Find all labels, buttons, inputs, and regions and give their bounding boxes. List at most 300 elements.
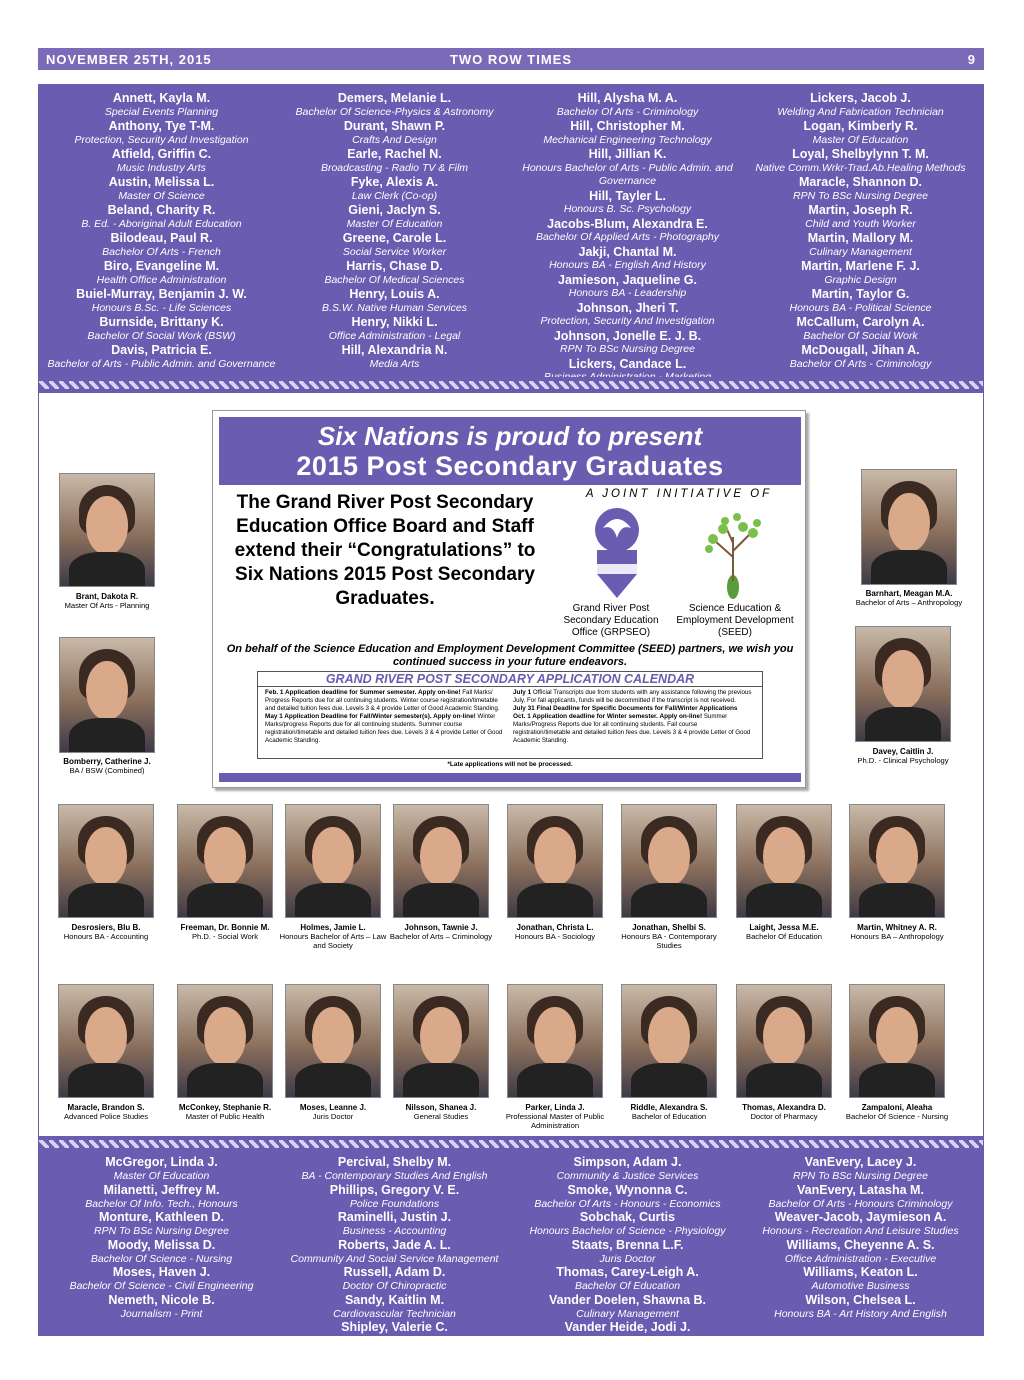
graduate-degree: Business - Accounting (342, 1225, 447, 1237)
graduate-name: Hill, Christopher M. (570, 119, 685, 133)
graduate-entry (511, 1238, 744, 1266)
caption-bomberry (40, 757, 174, 775)
graduate-degree: Law Clerk (Co-op) (351, 189, 438, 202)
graduate-name: Martin, Marlene F. J. (801, 259, 920, 273)
graduate-degree: Juris Doctor (599, 1252, 656, 1265)
graduate-photo (58, 984, 154, 1098)
graduate-photo (507, 804, 603, 918)
graduate-photo (285, 984, 381, 1098)
photo-caption (495, 923, 615, 941)
graduate-entry (511, 1210, 744, 1238)
graduate-name: VanEvery, Latasha M. (797, 1182, 924, 1197)
calendar-item (513, 713, 755, 745)
graduate-entry (744, 1183, 977, 1211)
graduate-name: Jonathan, Shelbi S. (632, 923, 706, 932)
graduate-name: Weaver-Jacob, Jaymieson A. (774, 1210, 947, 1224)
graduate-name: Williams, Cheyenne A. S. (786, 1237, 935, 1252)
graduate-degree: Community & Justice Services (556, 1170, 699, 1182)
graduate-entry (278, 1293, 511, 1321)
graduate-name: Davey, Caitlin J. (872, 747, 934, 756)
graduate-name: Johnson, Jonelle E. J. B. (553, 328, 702, 343)
graduate-entry (511, 1183, 744, 1211)
issue-date: NOVEMBER 25TH, 2015 (46, 51, 212, 67)
graduate-name: Martin, Taylor G. (811, 287, 910, 301)
graduate-degree: Honours BA - Art History And English (774, 1307, 947, 1320)
graduate-name: Lickers, Candace L. (568, 356, 687, 371)
calendar-item-text: Winter Marks/progress Reports due for all continuing students. Summer course registration/timetable and detailed tuition fees due. Levels 3 & 4 provide Letter of Good Academic Standing. (265, 713, 503, 744)
graduate-entry (278, 231, 511, 259)
photo-caption (609, 1103, 729, 1121)
photo-bomberry (59, 637, 155, 753)
calendar-item (513, 689, 755, 705)
graduate-degree: Child and Youth Worker (805, 217, 916, 230)
ad-message: The Grand River Post Secondary Education Office Board and Staff extend their “Congratulations” to Six Nations 2015 Post Secondary Graduates. (234, 492, 536, 609)
graduate-degree: RPN To BSc Nursing Degree (792, 1170, 928, 1182)
graduate-degree: Automotive Business (811, 1280, 910, 1292)
photo-caption (381, 1103, 501, 1121)
graduate-name: Roberts, Jade A. L. (338, 1237, 451, 1252)
graduate-entry (744, 147, 977, 175)
graduate-degree: Bachelor Of Education (574, 1280, 681, 1292)
graduate-degree: Native Child And Family Services (550, 1335, 705, 1347)
graduate-entry (45, 231, 278, 259)
behalf-message: On behalf of the Science Education and Employment Development Committee (SEED) partners, we wish you continued success in your future endeavors. (226, 643, 794, 668)
graduate-entry (278, 147, 511, 175)
graduate-name: Hill, Alysha M. A. (577, 91, 678, 105)
calendar-item-heading: July 1 (513, 689, 532, 696)
graduate-name: Maracle, Brandon S. (67, 1103, 145, 1112)
graduate-name: Demers, Melanie L. (337, 91, 452, 105)
graduate-name: Greene, Carole L. (342, 231, 447, 245)
graduate-degree: Honours BA - Sociology (514, 932, 596, 941)
calendar-item-text: Summer Marks/Progress Reports due for all continuing students. Fall course registration/timetable and detailed tuition fees due. Levels 3 & 4 provide Letter of Good Academic Standing. (513, 713, 751, 744)
graduate-name: Martin, Joseph R. (808, 203, 913, 217)
graduate-photo (507, 984, 603, 1098)
names-column (744, 91, 977, 377)
photo-barnhart (861, 469, 957, 585)
names-column (511, 1155, 744, 1347)
graduate-name: Bomberry, Catherine J. (63, 757, 151, 766)
graduate-degree: Master Of Science (118, 189, 205, 202)
graduate-degree: Cardiovascular Technician (333, 1307, 456, 1320)
graduate-name: Durant, Shawn P. (343, 119, 446, 133)
graduate-entry (278, 1183, 511, 1211)
graduate-name: Shipley, Valerie C. (341, 1320, 448, 1334)
photo-caption (165, 1103, 285, 1121)
caption-brant (40, 592, 174, 610)
graduate-entry (278, 343, 511, 371)
graduate-entry (278, 91, 511, 119)
graduate-entry (45, 287, 278, 315)
graduate-entry (511, 1155, 744, 1183)
graduate-name: Desrosiers, Blu B. (71, 923, 141, 932)
caption-davey (836, 747, 970, 765)
graduate-degree: BA - Contemporary Studies And English (301, 1170, 488, 1182)
graduate-entry (511, 91, 744, 119)
graduate-photo (736, 804, 832, 918)
ad-title-line2: 2015 Post Secondary Graduates (296, 451, 724, 481)
graduate-name: Thomas, Carey-Leigh A. (556, 1265, 699, 1279)
graduate-entry (744, 203, 977, 231)
graduate-entry (278, 1265, 511, 1293)
graduate-entry (45, 1210, 278, 1238)
graduate-degree: Media Arts (369, 357, 420, 370)
graduate-entry (511, 1265, 744, 1293)
graduate-name: Martin, Mallory M. (807, 231, 914, 245)
graduate-name: Logan, Kimberly R. (803, 119, 918, 133)
graduate-entry (278, 287, 511, 315)
graduate-entry (278, 1238, 511, 1266)
graduate-name: Russell, Adam D. (343, 1265, 446, 1279)
graduate-photo (621, 984, 717, 1098)
late-applications-note: *Late applications will not be processed. (447, 761, 573, 768)
graduate-degree: Journalism - Print (120, 1307, 203, 1320)
congratulations-ad (212, 410, 806, 788)
graduate-entry (45, 259, 278, 287)
graduate-name: Gieni, Jaclyn S. (348, 203, 441, 217)
graduate-name: Jonathan, Christa L. (516, 923, 594, 932)
calendar-item-heading: May 1 Application Deadline for Fall/Winter semester(s). Apply on-line! (265, 713, 476, 720)
graduate-degree: General Studies (413, 1112, 469, 1121)
calendar-right-column (510, 689, 758, 745)
graduate-name: McConkey, Stephanie R. (178, 1103, 272, 1112)
graduate-photo (393, 984, 489, 1098)
photo-davey (855, 626, 951, 742)
graduate-degree: Bachelor of Arts – Anthropology (855, 598, 963, 607)
graduate-name: Hill, Jillian K. (588, 147, 667, 161)
graduate-name: Harris, Chase D. (346, 259, 443, 273)
graduate-photo (736, 984, 832, 1098)
graduate-entry (511, 273, 744, 301)
graduate-degree: Honours B.Sc. - Life Sciences (91, 301, 232, 314)
graduate-degree: Master of Public Health (185, 1112, 265, 1121)
graduate-degree: Doctor of Pharmacy (750, 1112, 818, 1121)
page-number: 9 (967, 51, 976, 67)
photo-caption (273, 923, 393, 950)
graduate-degree: Doctor Of Chiropractic (342, 1280, 447, 1292)
graduate-photo (393, 804, 489, 918)
graduate-degree: Special Events Planning (104, 105, 219, 118)
graduate-name: Phillips, Gregory V. E. (329, 1182, 460, 1197)
graduate-entry (278, 1155, 511, 1183)
graduate-name: Moody, Melissa D. (107, 1237, 216, 1252)
names-column (45, 91, 278, 377)
names-column (278, 1155, 511, 1347)
graduate-entry (511, 1293, 744, 1321)
graduate-entry (278, 175, 511, 203)
graduate-name: Austin, Melissa L. (108, 175, 215, 189)
graduate-entry (744, 259, 977, 287)
graduate-entry (278, 315, 511, 343)
graduate-name: Loyal, Shelbylynn T. M. (792, 147, 929, 161)
calendar-item-heading: July 31 Final Deadline for Specific Documents for Fall/Winter Applications (513, 705, 738, 712)
graduate-degree: Community And Social Service Management (290, 1252, 499, 1265)
photo-caption (495, 1103, 615, 1130)
graduate-entry (744, 343, 977, 371)
graduate-degree: Advanced Police Studies (63, 1112, 148, 1121)
graduate-name: Johnson, Tawnie J. (404, 923, 478, 932)
ad-footer-bar (219, 773, 801, 782)
graduate-degree: Bachelor Of Education (746, 932, 822, 941)
graduate-name: Jamieson, Jaqueline G. (558, 272, 697, 287)
graduate-degree: Culinary Management (576, 1307, 679, 1320)
graduate-entry (45, 1155, 278, 1183)
graduate-degree: Master Of Arts - Planning (64, 601, 150, 610)
graduate-degree: Welding And Fabrication Technician (777, 105, 944, 118)
graduate-degree: Honours Bachelor of Science - Physiology (529, 1225, 726, 1237)
graduate-name: Jakji, Chantal M. (578, 244, 677, 259)
graduate-name: Davis, Patricia E. (111, 343, 212, 357)
graduate-degree: Protection, Security And Investigation (74, 133, 249, 146)
graduate-entry (511, 301, 744, 329)
graduate-degree: Bachelor Of Arts - French (102, 245, 221, 258)
ad-title-line1: Six Nations is proud to present (317, 421, 703, 451)
graduate-photo (621, 804, 717, 918)
graduate-photo (849, 804, 945, 918)
graduate-name: Atfield, Griffin C. (111, 147, 212, 161)
graduate-degree: Master Of Education (113, 1170, 210, 1182)
graduate-name: Sobchak, Curtis (579, 1210, 676, 1224)
graduate-degree: Honours BA - Accounting (63, 932, 149, 941)
graduate-degree: Graphic Design (824, 273, 897, 286)
graduate-degree: Honours Bachelor of Arts - Public Admin. and Governance (522, 161, 733, 187)
graduate-entry (744, 119, 977, 147)
graduate-name: Riddle, Alexandra S. (630, 1103, 708, 1112)
graduate-degree: RPN To BSc Nursing Degree (792, 189, 928, 202)
graduate-entry (45, 1265, 278, 1293)
photo-brant (59, 473, 155, 587)
calendar-item (513, 705, 755, 713)
photo-caption (724, 1103, 844, 1121)
graduate-degree: Health Office Administration (96, 273, 227, 286)
graduate-degree: Music Industry Arts (117, 161, 206, 174)
graduate-degree: RPN To BSc Nursing Degree (93, 1225, 229, 1237)
graduate-entry (45, 1238, 278, 1266)
graduate-name: VanEvery, Lacey J. (804, 1155, 917, 1169)
graduate-name: Burnside, Brittany K. (99, 315, 224, 329)
graduate-degree: Bachelor Of Arts - Criminology (556, 105, 699, 118)
graduate-entry (511, 147, 744, 189)
names-column (511, 91, 744, 377)
graduate-photo (849, 984, 945, 1098)
graduate-name: Sandy, Kaitlin M. (344, 1292, 445, 1307)
photo-caption (837, 923, 957, 941)
graduate-entry (744, 1265, 977, 1293)
graduate-entry (278, 119, 511, 147)
graduate-photo (177, 984, 273, 1098)
calendar-title: GRAND RIVER POST SECONDARY APPLICATION CALENDAR (258, 672, 762, 687)
graduate-entry (511, 1320, 744, 1348)
graduate-entry (511, 329, 744, 357)
graduate-names-top (39, 85, 983, 377)
graduate-photo (177, 804, 273, 918)
graduate-degree: Ph.D. - Social Work (191, 932, 259, 941)
seed-label: Science Education & Employment Development (SEED) (676, 603, 794, 638)
photo-caption (46, 1103, 166, 1121)
graduate-name: Barnhart, Meagan M.A. (865, 589, 953, 598)
graduate-name: McGregor, Linda J. (105, 1155, 218, 1169)
graduate-name: Nilsson, Shanea J. (405, 1103, 477, 1112)
graduate-name: Williams, Keaton L. (803, 1265, 918, 1279)
graduate-degree: Bachelor Of Social Work (BSW) (87, 329, 236, 342)
graduate-name: Staats, Brenna L.F. (571, 1237, 684, 1252)
graduate-degree: Bachelor Of Arts - Criminology (789, 357, 932, 370)
graduate-degree: Bachelor of Arts - Public Admin. and Governance (47, 357, 276, 370)
graduate-degree: Mechanical Engineering Technology (543, 133, 712, 146)
graduate-name: Laight, Jessa M.E. (749, 923, 819, 932)
application-calendar (257, 671, 763, 759)
graduate-photo (58, 804, 154, 918)
graduate-entry (45, 91, 278, 119)
graduate-degree: Protection, Security And Investigation (540, 315, 715, 327)
graduate-name: McDougall, Jihan A. (801, 343, 920, 357)
graduate-entry (744, 287, 977, 315)
graduate-name: Fyke, Alexis A. (350, 175, 439, 189)
graduate-degree: Honours B. Sc. Psychology (563, 203, 692, 215)
graduate-degree: Bachelor Of Applied Arts - Photography (535, 231, 720, 243)
graduate-name: Earle, Rachel N. (347, 147, 442, 161)
graduate-degree: Bachelor Of Info. Tech., Honours (85, 1197, 238, 1210)
graduate-degree: Professional Master of Public Administration (505, 1112, 605, 1130)
graduate-name: Martin, Whitney A. R. (857, 923, 937, 932)
graduate-entry (278, 203, 511, 231)
page-header (38, 48, 984, 70)
graduate-entry (744, 315, 977, 343)
graduate-entry (45, 147, 278, 175)
joint-initiative-label: A JOINT INITIATIVE OF (585, 488, 773, 500)
graduate-entry (511, 245, 744, 273)
decorative-border-bottom (39, 1136, 983, 1152)
publication-title: TWO ROW TIMES (449, 51, 573, 67)
calendar-item-text: Fall Marks/ Progress Reports due for all continuing students. Winter course registration/timetable and detailed tuition fees due. Levels 3 & 4 provide Letter of Good Academic Standing. (265, 689, 500, 712)
graduate-entry (278, 1320, 511, 1348)
graduate-entry (511, 189, 744, 217)
graduate-name: Thomas, Alexandra D. (742, 1103, 826, 1112)
graduate-degree: Police Foundations (349, 1197, 440, 1210)
graduate-degree: Honours BA – Anthropology (850, 932, 944, 941)
ad-title-banner (219, 417, 801, 485)
graduate-name: Vander Heide, Jodi J. (564, 1320, 691, 1334)
graduate-entry (744, 1155, 977, 1183)
graduate-degree: Honours - Recreation And Leisure Studies (762, 1225, 959, 1237)
graduate-name: Hill, Tayler L. (589, 188, 666, 203)
graduate-degree: Bachelor Of Social Work (803, 329, 918, 342)
graduate-degree: Bachelor Of Arts - Honours Criminology (768, 1197, 953, 1210)
graduate-degree: Bachelor of Education (631, 1112, 707, 1121)
graduate-degree: Juris Doctor (312, 1112, 354, 1121)
graduate-degree: Bachelor Of Medical Sciences (324, 273, 465, 286)
graduate-name: Raminelli, Justin J. (337, 1210, 452, 1224)
graduate-name: Monture, Kathleen D. (98, 1210, 224, 1224)
calendar-item-heading: Feb. 1 Application deadline for Summer semester. Apply on-line! (265, 689, 461, 696)
graduate-degree: Master Of Education (812, 133, 909, 146)
graduate-name: Freeman, Dr. Bonnie M. (180, 923, 270, 932)
graduate-name: Smoke, Wynonna C. (567, 1182, 688, 1197)
graduate-degree: BA / BSW (Combined) (69, 766, 145, 775)
graduate-degree: Office Administration - Executive (784, 1252, 937, 1265)
graduate-entry (744, 175, 977, 203)
calendar-item (265, 689, 507, 713)
graduate-name: Beland, Charity R. (107, 203, 216, 217)
names-column (278, 91, 511, 377)
graduate-degree: Master Of Education (346, 217, 443, 230)
graduate-entry (45, 119, 278, 147)
photo-caption (724, 923, 844, 941)
graduate-name: Biro, Evangeline M. (103, 259, 220, 273)
graduate-name: Nemeth, Nicole B. (108, 1292, 215, 1307)
graduate-degree: Bachelor Of Science - Nursing (90, 1252, 233, 1265)
graduate-degree: Honours BA - Political Science (789, 301, 932, 314)
graduate-entry (45, 1183, 278, 1211)
graduate-name: Zampaloni, Aleaha (861, 1103, 933, 1112)
photo-caption (46, 923, 166, 941)
graduate-name: Henry, Louis A. (349, 287, 440, 301)
graduate-name: Johnson, Jheri T. (576, 300, 679, 315)
graduate-entry (744, 1210, 977, 1238)
graduate-degree: Honours BA - English And History (549, 259, 706, 271)
graduate-degree: Social Service Worker (342, 245, 447, 258)
graduate-name: Simpson, Adam J. (573, 1155, 682, 1169)
graduate-entry (45, 1293, 278, 1321)
graduate-degree: Crafts And Design (352, 133, 437, 146)
photo-caption (273, 1103, 393, 1121)
graduate-degree: Bachelor Of Arts - Honours - Economics (534, 1197, 721, 1210)
graduate-entry (744, 231, 977, 259)
graduate-name: Moses, Leanne J. (299, 1103, 367, 1112)
graduate-name: Bilodeau, Paul R. (110, 231, 213, 245)
graduate-name: McCallum, Carolyn A. (796, 315, 925, 329)
graduate-degree: Culinary Management (809, 245, 912, 258)
calendar-item-heading: Oct. 1 Application deadline for Winter semester. Apply on-line! (513, 713, 703, 720)
photo-caption (609, 923, 729, 950)
grpseo-logo-icon (591, 504, 643, 600)
grpseo-label: Grand River Post Secondary Education Office (GRPSEO) (563, 603, 659, 638)
graduate-name: Anthony, Tye T-M. (108, 119, 215, 133)
graduate-degree: Broadcasting - Radio TV & Film (320, 161, 469, 174)
names-column (744, 1155, 977, 1335)
graduate-name: Buiel-Murray, Benjamin J. W. (76, 287, 247, 301)
graduate-name: Wilson, Chelsea L. (805, 1292, 916, 1307)
graduate-degree: Honours BA - Leadership (568, 287, 687, 299)
graduate-degree: Bachelor Of Science-Physics & Astronomy (295, 105, 494, 118)
caption-barnhart (842, 589, 976, 607)
seed-tree-logo-icon (697, 507, 769, 599)
calendar-left-column (262, 689, 510, 745)
graduate-degree: Honours BA - Contemporary Studies (621, 932, 717, 950)
graduate-entry (511, 119, 744, 147)
graduate-name: Parker, Linda J. (525, 1103, 585, 1112)
graduate-entry (45, 343, 278, 371)
calendar-item (265, 713, 507, 745)
graduate-name: Lickers, Jacob J. (810, 91, 911, 105)
graduate-name: Brant, Dakota R. (75, 592, 139, 601)
graduate-name: Maracle, Shannon D. (799, 175, 922, 189)
graduate-name: Vander Doelen, Shawna B. (549, 1292, 706, 1307)
graduate-entry (278, 1210, 511, 1238)
graduate-name: Jacobs-Blum, Alexandra E. (547, 216, 708, 231)
graduate-name: Milanetti, Jeffrey M. (103, 1182, 220, 1197)
graduate-entry (278, 259, 511, 287)
graduate-name: Annett, Kayla M. (112, 91, 211, 105)
graduate-name: Holmes, Jamie L. (300, 923, 366, 932)
graduate-degree: B. Ed. - Aboriginal Adult Education (81, 217, 242, 230)
graduate-degree: Ph.D. - Clinical Psychology (857, 756, 949, 765)
graduate-names-bottom (39, 1152, 983, 1347)
graduate-entry (45, 203, 278, 231)
graduate-entry (511, 217, 744, 245)
decorative-border-top (39, 377, 983, 393)
graduate-entry (45, 315, 278, 343)
